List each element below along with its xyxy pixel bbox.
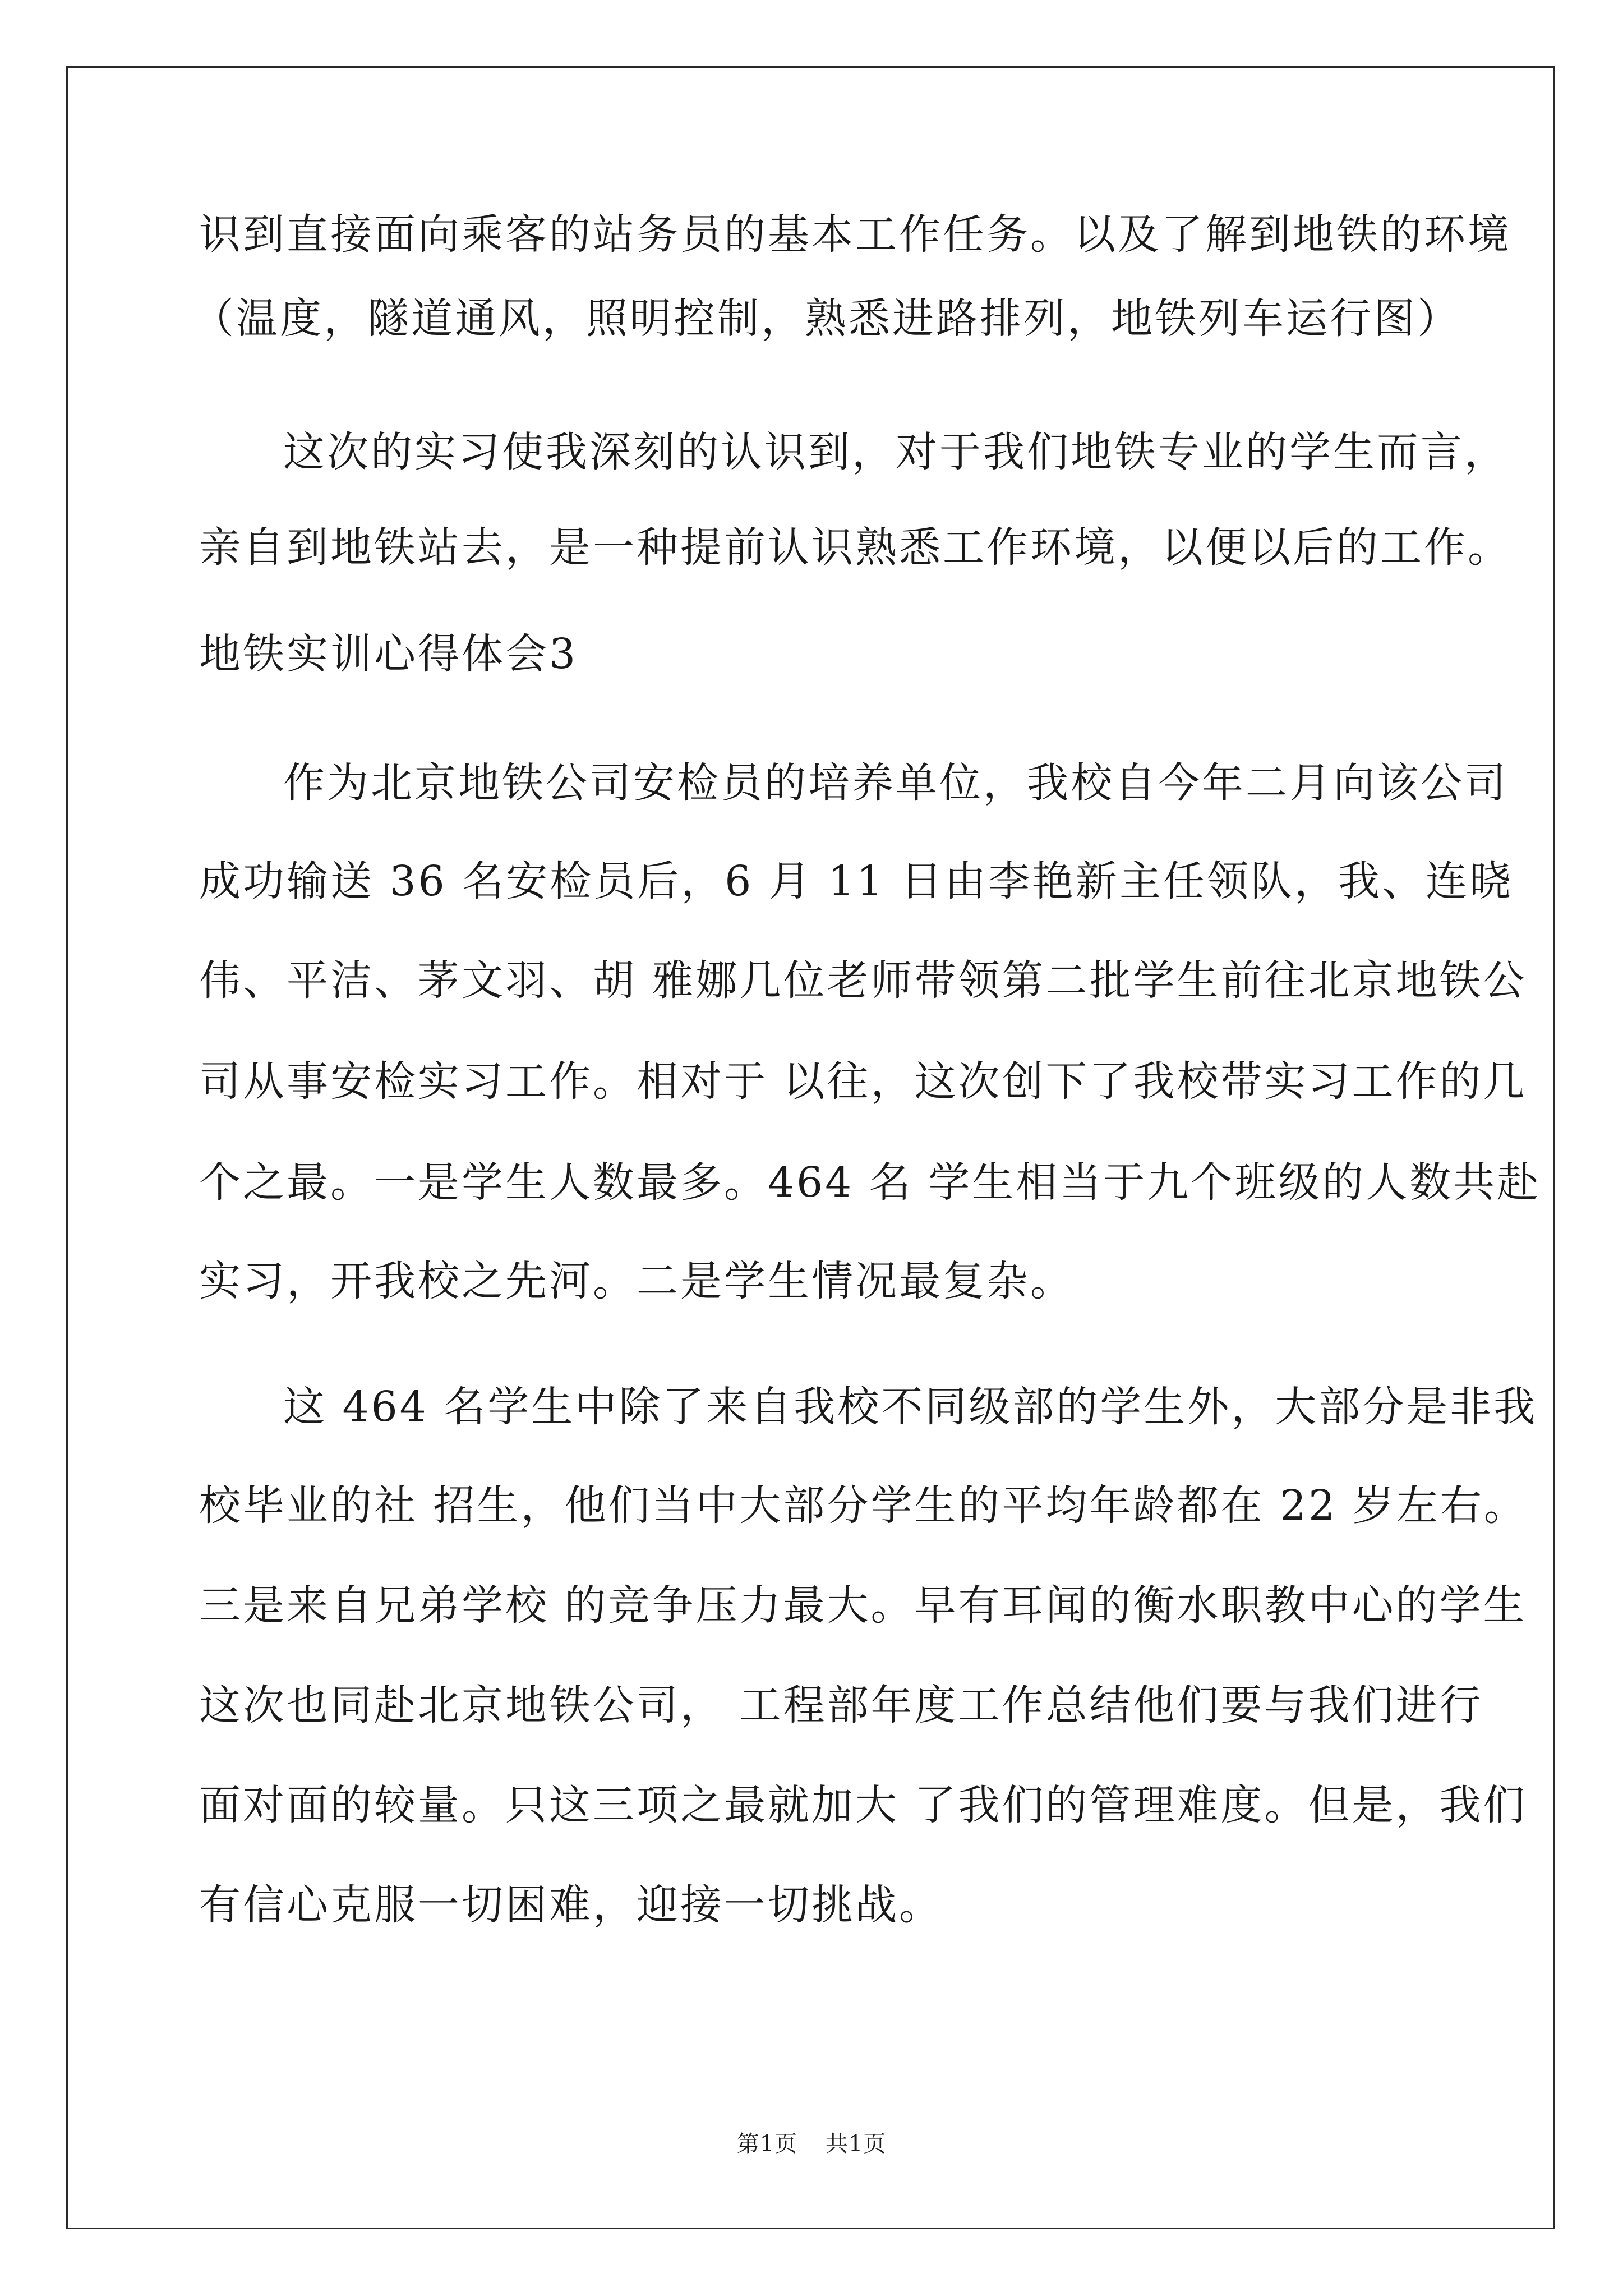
text-line: 司从事安检实习工作。相对于 以往，这次创下了我校带实习工作的几 bbox=[199, 1057, 1527, 1106]
text-line: 有信心克服一切困难，迎接一切挑战。 bbox=[199, 1881, 943, 1929]
page-total: 共1页 bbox=[825, 2131, 887, 2157]
paragraph-first-line: 这 464 名学生中除了来自我校不同级部的学生外，大部分是非我 bbox=[283, 1383, 1538, 1431]
text-line: 面对面的较量。只这三项之最就加大 了我们的管理难度。但是，我们 bbox=[199, 1781, 1527, 1829]
text-line: 这次也同赴北京地铁公司， 工程部年度工作总结他们要与我们进行 bbox=[199, 1681, 1483, 1729]
text-line: 亲自到地铁站去，是一种提前认识熟悉工作环境，以便以后的工作。 bbox=[199, 523, 1511, 572]
paragraph-first-line: 这次的实习使我深刻的认识到，对于我们地铁专业的学生而言， bbox=[283, 428, 1508, 476]
paragraph-first-line: 作为北京地铁公司安检员的培养单位，我校自今年二月向该公司 bbox=[283, 759, 1508, 807]
text-line: 成功输送 36 名安检员后，6 月 11 日由李艳新主任领队，我、连晓 bbox=[199, 857, 1514, 905]
section-heading: 地铁实训心得体会3 bbox=[199, 630, 578, 678]
page-footer bbox=[0, 2126, 1623, 2158]
page-number: 第1页 bbox=[736, 2131, 798, 2157]
text-line: 个之最。一是学生人数最多。464 名 学生相当于九个班级的人数共赴 bbox=[199, 1158, 1541, 1207]
text-line: 校毕业的社 招生，他们当中大部分学生的平均年龄都在 22 岁左右。 bbox=[199, 1481, 1528, 1530]
text-line: 三是来自兄弟学校 的竞争压力最大。早有耳闻的衡水职教中心的学生 bbox=[199, 1581, 1527, 1630]
text-line: 伟、平洁、茅文羽、胡 雅娜几位老师带领第二批学生前往北京地铁公 bbox=[199, 956, 1527, 1005]
text-line: 实习，开我校之先河。二是学生情况最复杂。 bbox=[199, 1257, 1074, 1305]
text-line: （温度，隧道通风，照明控制，熟悉进路排列，地铁列车运行图） bbox=[192, 295, 1461, 343]
text-line: 识到直接面向乘客的站务员的基本工作任务。以及了解到地铁的环境 bbox=[199, 210, 1511, 259]
